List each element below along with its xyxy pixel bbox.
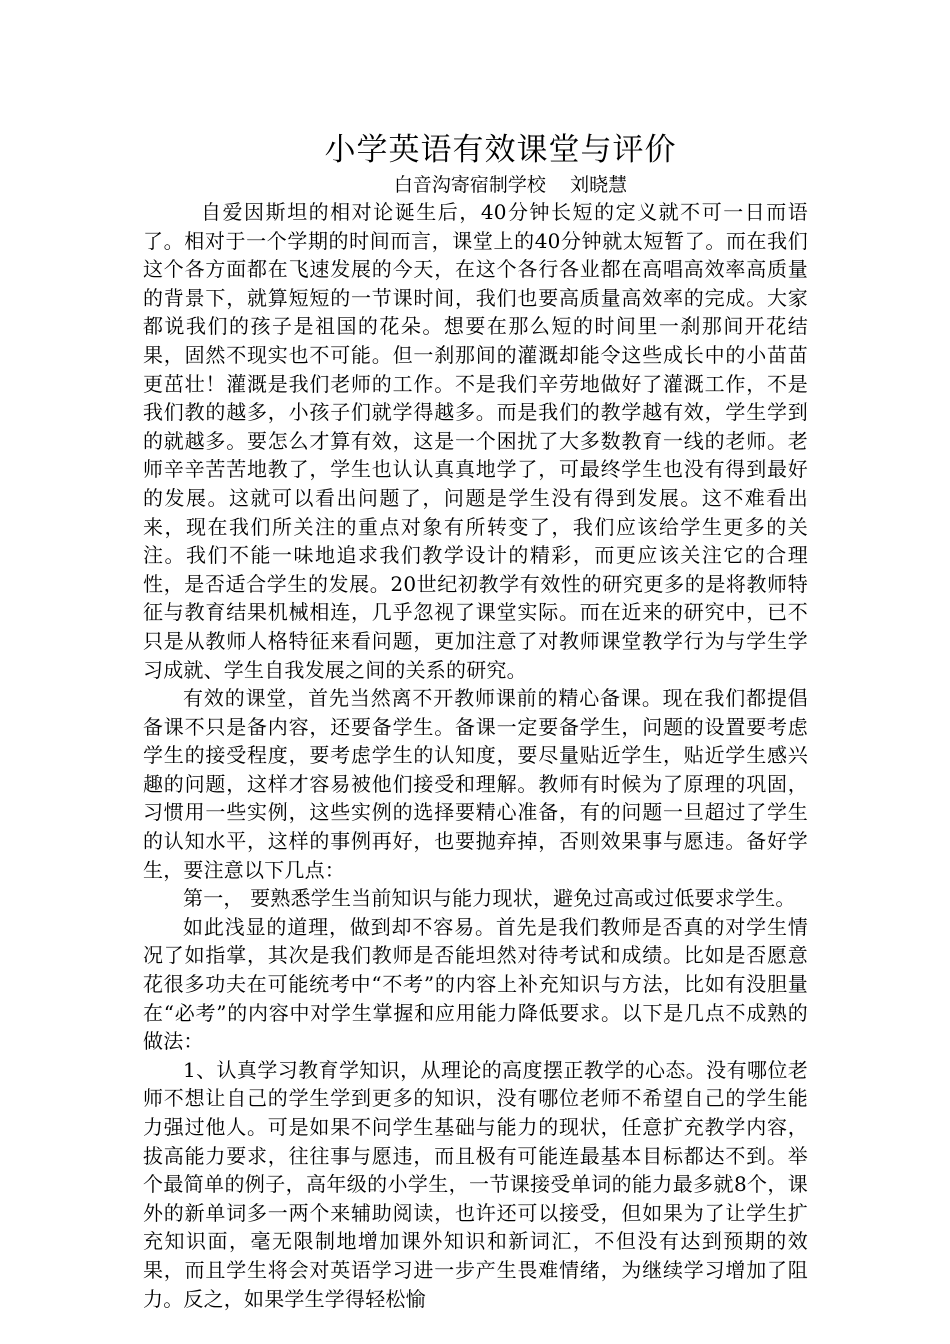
document-page: [143, 128, 808, 1313]
paragraph: 如此浅显的道理，做到却不容易。首先是我们教师是否真的对学生情况了如指掌，其次是我们教师是否能坦然对待考试和成绩。比如是否愿意花很多功夫在可能统考中“不考”的内容上补充知识与方法，比如有没胆量在“必考”的内容中对学生掌握和应用能力降低要求。以下是几点不成熟的做法：: [143, 914, 808, 1054]
author-byline: 白音沟寄宿制学校 刘晓慧: [393, 174, 628, 196]
document-title: 小学英语有效课堂与评价: [324, 132, 677, 168]
paragraph: 自爱因斯坦的相对论诞生后，40分钟长短的定义就不可一日而语了。相对于一个学期的时间而言，课堂上的40分钟就太短暂了。而在我们这个各方面都在飞速发展的今天，在这个各行各业都在高唱高效率高质量的背景下，就算短短的一节课时间，我们也要高质量高效率的完成。大家都说我们的孩子是祖国的花朵。想要在那么短的时间里一刹那间开花结果，固然不现实也不可能。但一刹那间的灌溉却能令这些成长中的小苗苗更茁壮！灌溉是我们老师的工作。不是我们辛劳地做好了灌溉工作，不是我们教的越多，小孩子们就学得越多。而是我们的教学越有效，学生学到的就越多。要怎么才算有效，这是一个困扰了大多数教育一线的老师。老师辛辛苦苦地教了，学生也认认真真地学了，可最终学生也没有得到最好的发展。这就可以看出问题了，问题是学生没有得到发展。这不难看出来，现在我们所关注的重点对象有所转变了，我们应该给学生更多的关注。我们不能一味地追求我们教学设计的精彩，而更应该关注它的合理性，是否适合学生的发展。20世纪初教学有效性的研究更多的是将教师特征与教育结果机械相连，几乎忽视了课堂实际。而在近来的研究中，已不只是从教师人格特征来看问题，更加注意了对教师课堂教学行为与学生学习成就、学生自我发展之间的关系的研究。: [143, 200, 808, 682]
paragraph: 第一， 要熟悉学生当前知识与能力现状，避免过高或过低要求学生。: [183, 886, 796, 911]
paragraph: 有效的课堂，首先当然离不开教师课前的精心备课。现在我们都提倡备课不只是备内容，还要备学生。备课一定要备学生，问题的设置要考虑学生的接受程度，要考虑学生的认知度，要尽量贴近学生，贴近学生感兴趣的问题，这样才容易被他们接受和理解。教师有时候为了原理的巩固，习惯用一些实例，这些实例的选择要精心准备，有的问题一旦超过了学生的认知水平，这样的事例再好，也要抛弃掉，否则效果事与愿违。备好学生，要注意以下几点：: [143, 686, 808, 882]
paragraph: 1、认真学习教育学知识，从理论的高度摆正教学的心态。没有哪位老师不想让自己的学生学到更多的知识，没有哪位老师不希望自己的学生能力强过他人。可是如果不问学生基础与能力的现状，任意扩充教学内容，拔高能力要求，往往事与愿违，而且极有可能连最基本目标都达不到。举个最简单的例子，高年级的小学生，一节课接受单词的能力最多就8个，课外的新单词多一两个来辅助阅读，也许还可以接受，但如果为了让学生扩充知识面，毫无限制地增加课外知识和新词汇，不但没有达到预期的效果，而且学生将会对英语学习进一步产生畏难情绪，为继续学习增加了阻力。反之，如果学生学得轻松愉: [143, 1057, 808, 1311]
